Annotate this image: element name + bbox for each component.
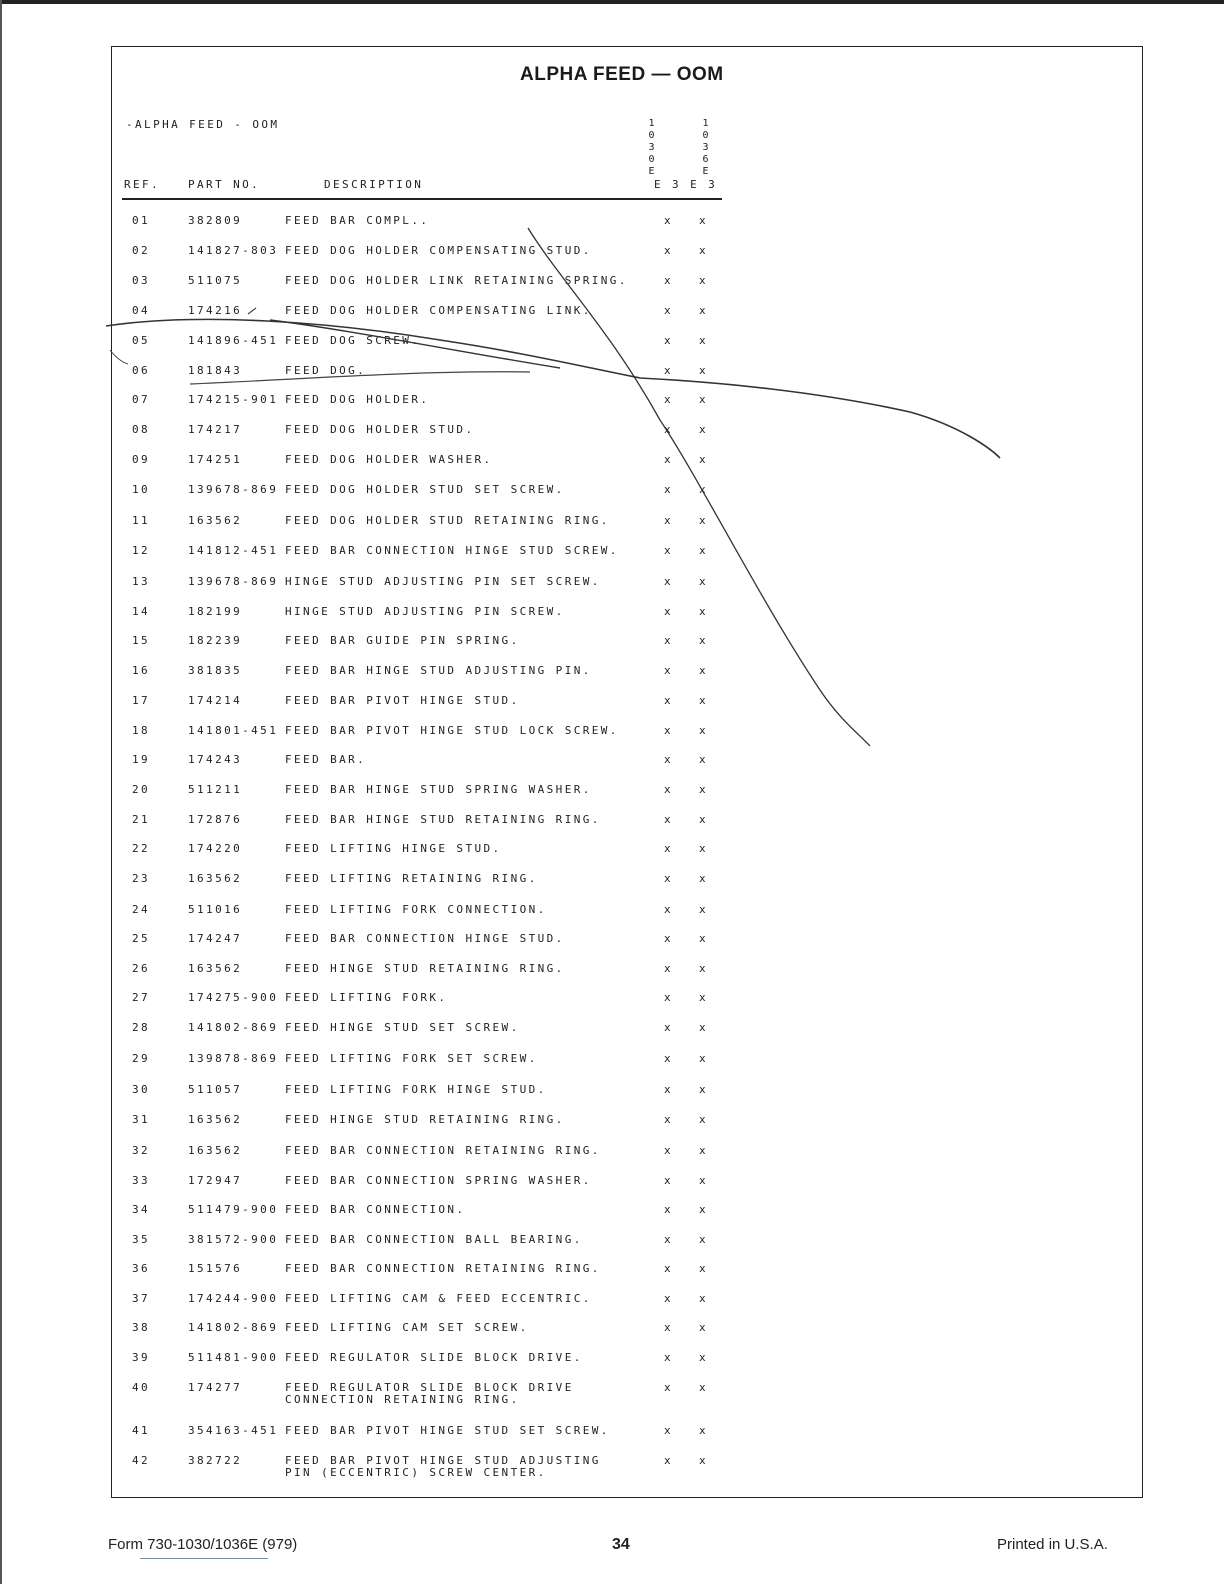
table-row xyxy=(0,724,760,738)
table-row xyxy=(0,605,760,619)
model-1036E-mark: x xyxy=(699,1262,709,1275)
model-column-label: 1036E xyxy=(700,118,711,178)
part-number-cell: 511016 xyxy=(188,903,243,916)
ref-cell: 02 xyxy=(132,244,151,257)
description-cell: HINGE STUD ADJUSTING PIN SET SCREW. xyxy=(285,575,601,588)
description-cell: FEED DOG HOLDER STUD. xyxy=(285,423,475,436)
model-1030E-mark: x xyxy=(664,1321,674,1334)
model-1036E-mark: x xyxy=(699,1381,709,1394)
table-row xyxy=(0,364,760,378)
table-row xyxy=(0,1454,760,1479)
description-cell: FEED REGULATOR SLIDE BLOCK DRIVE. xyxy=(285,1351,583,1364)
ref-cell: 15 xyxy=(132,634,151,647)
table-row xyxy=(0,334,760,348)
ref-cell: 09 xyxy=(132,453,151,466)
ref-cell: 05 xyxy=(132,334,151,347)
description-cell: FEED DOG HOLDER COMPENSATING STUD. xyxy=(285,244,592,257)
table-row xyxy=(0,1233,760,1247)
description-cell: FEED BAR COMPL.. xyxy=(285,214,430,227)
page-number: 34 xyxy=(612,1536,630,1553)
model-1036E-mark: x xyxy=(699,214,709,227)
table-row xyxy=(0,1321,760,1335)
model-1030E-mark: x xyxy=(664,575,674,588)
ref-cell: 30 xyxy=(132,1083,151,1096)
table-row xyxy=(0,1292,760,1306)
model-1030E-mark: x xyxy=(664,813,674,826)
description-cell: FEED REGULATOR SLIDE BLOCK DRIVE xyxy=(285,1381,574,1394)
model-1036E-mark: x xyxy=(699,514,709,527)
description-cell: FEED DOG HOLDER COMPENSATING LINK. xyxy=(285,304,592,317)
table-row xyxy=(0,544,760,558)
part-number-cell: 151576 xyxy=(188,1262,243,1275)
model-1030E-mark: x xyxy=(664,753,674,766)
model-1036E-mark: x xyxy=(699,1351,709,1364)
model-1036E-mark: x xyxy=(699,962,709,975)
ref-cell: 24 xyxy=(132,903,151,916)
header-part-no: PART NO. xyxy=(188,178,261,191)
model-1036E-mark: x xyxy=(699,605,709,618)
part-number-cell: 141802-869 xyxy=(188,1021,279,1034)
model-1036E-mark: x xyxy=(699,364,709,377)
part-number-cell: 139678-869 xyxy=(188,483,279,496)
part-number-cell: 174215-901 xyxy=(188,393,279,406)
model-1030E-mark: x xyxy=(664,1454,674,1467)
model-1036E-mark: x xyxy=(699,903,709,916)
model-1036E-mark: x xyxy=(699,724,709,737)
header-ref: REF. xyxy=(124,178,161,191)
model-1036E-mark: x xyxy=(699,932,709,945)
part-number-cell: 511075 xyxy=(188,274,243,287)
model-1030E-mark: x xyxy=(664,962,674,975)
model-1030E-mark: x xyxy=(664,1174,674,1187)
table-row xyxy=(0,1262,760,1276)
ref-cell: 19 xyxy=(132,753,151,766)
table-row xyxy=(0,1144,760,1158)
description-cell: FEED LIFTING FORK HINGE STUD. xyxy=(285,1083,547,1096)
table-row xyxy=(0,423,760,437)
table-row xyxy=(0,483,760,497)
part-number-cell: 174247 xyxy=(188,932,243,945)
model-1030E-mark: x xyxy=(664,304,674,317)
header-description: DESCRIPTION xyxy=(324,178,424,191)
part-number-cell: 141802-869 xyxy=(188,1321,279,1334)
description-cell: FEED BAR HINGE STUD SPRING WASHER. xyxy=(285,783,592,796)
part-number-cell: 511479-900 xyxy=(188,1203,279,1216)
ref-cell: 10 xyxy=(132,483,151,496)
part-number-cell: 354163-451 xyxy=(188,1424,279,1437)
description-cell: FEED BAR PIVOT HINGE STUD. xyxy=(285,694,520,707)
section-title: -ALPHA FEED - OOM xyxy=(126,118,280,131)
table-row xyxy=(0,244,760,258)
part-number-cell: 141812-451 xyxy=(188,544,279,557)
ref-cell: 42 xyxy=(132,1454,151,1467)
part-number-cell: 174243 xyxy=(188,753,243,766)
description-cell: FEED BAR CONNECTION RETAINING RING. xyxy=(285,1262,601,1275)
model-1036E-mark: x xyxy=(699,783,709,796)
table-row xyxy=(0,991,760,1005)
description-cell: FEED LIFTING RETAINING RING. xyxy=(285,872,538,885)
model-1030E-mark: x xyxy=(664,423,674,436)
model-1036E-mark: x xyxy=(699,423,709,436)
table-row xyxy=(0,903,760,917)
description-cell: FEED LIFTING FORK SET SCREW. xyxy=(285,1052,538,1065)
model-1036E-mark: x xyxy=(699,842,709,855)
ref-cell: 33 xyxy=(132,1174,151,1187)
description-cell: FEED DOG HOLDER. xyxy=(285,393,430,406)
ref-cell: 20 xyxy=(132,783,151,796)
table-row xyxy=(0,1052,760,1066)
model-1036E-mark: x xyxy=(699,453,709,466)
part-number-cell: 181843 xyxy=(188,364,243,377)
description-cell: FEED LIFTING HINGE STUD. xyxy=(285,842,502,855)
table-row xyxy=(0,304,760,318)
description-cell: FEED DOG SCREW. xyxy=(285,334,421,347)
table-row xyxy=(0,514,760,528)
model-1030E-mark: x xyxy=(664,1262,674,1275)
model-1036E-mark: x xyxy=(699,813,709,826)
model-1030E-mark: x xyxy=(664,932,674,945)
model-1036E-mark: x xyxy=(699,1052,709,1065)
table-row xyxy=(0,842,760,856)
ref-cell: 32 xyxy=(132,1144,151,1157)
part-number-cell: 174217 xyxy=(188,423,243,436)
model-1030E-mark: x xyxy=(664,605,674,618)
header-rule xyxy=(122,198,722,200)
table-row xyxy=(0,634,760,648)
model-1030E-mark: x xyxy=(664,1292,674,1305)
description-cell: FEED HINGE STUD SET SCREW. xyxy=(285,1021,520,1034)
part-number-cell: 163562 xyxy=(188,514,243,527)
ref-cell: 12 xyxy=(132,544,151,557)
model-1030E-mark: x xyxy=(664,514,674,527)
ref-cell: 41 xyxy=(132,1424,151,1437)
ref-cell: 01 xyxy=(132,214,151,227)
table-row xyxy=(0,962,760,976)
description-cell: FEED BAR HINGE STUD ADJUSTING PIN. xyxy=(285,664,592,677)
part-number-cell: 511481-900 xyxy=(188,1351,279,1364)
model-1030E-mark: x xyxy=(664,694,674,707)
model-1036E-mark: x xyxy=(699,664,709,677)
description-cell: FEED LIFTING CAM SET SCREW. xyxy=(285,1321,529,1334)
header-models: E 3 E 3 xyxy=(654,178,718,191)
model-1030E-mark: x xyxy=(664,1424,674,1437)
ref-cell: 23 xyxy=(132,872,151,885)
part-number-cell: 141801-451 xyxy=(188,724,279,737)
description-cell: FEED BAR CONNECTION HINGE STUD SCREW. xyxy=(285,544,619,557)
page-title: ALPHA FEED — OOM xyxy=(520,64,724,85)
ref-cell: 04 xyxy=(132,304,151,317)
ref-cell: 08 xyxy=(132,423,151,436)
model-1030E-mark: x xyxy=(664,483,674,496)
model-1036E-mark: x xyxy=(699,634,709,647)
table-row xyxy=(0,813,760,827)
part-number-cell: 139678-869 xyxy=(188,575,279,588)
form-number: Form 730-1030/1036E (979) xyxy=(108,1536,298,1553)
ref-cell: 27 xyxy=(132,991,151,1004)
model-1030E-mark: x xyxy=(664,214,674,227)
model-1036E-mark: x xyxy=(699,1113,709,1126)
model-1030E-mark: x xyxy=(664,664,674,677)
model-1036E-mark: x xyxy=(699,1454,709,1467)
table-row xyxy=(0,783,760,797)
part-number-cell: 163562 xyxy=(188,962,243,975)
part-number-cell: 182199 xyxy=(188,605,243,618)
part-number-cell: 141827-803 xyxy=(188,244,279,257)
model-1030E-mark: x xyxy=(664,1083,674,1096)
model-1030E-mark: x xyxy=(664,393,674,406)
model-1030E-mark: x xyxy=(664,1052,674,1065)
model-1036E-mark: x xyxy=(699,304,709,317)
model-1030E-mark: x xyxy=(664,544,674,557)
ref-cell: 03 xyxy=(132,274,151,287)
ref-cell: 38 xyxy=(132,1321,151,1334)
ref-cell: 29 xyxy=(132,1052,151,1065)
description-cell-continued: PIN (ECCENTRIC) SCREW CENTER. xyxy=(285,1466,547,1479)
table-row xyxy=(0,1113,760,1127)
ref-cell: 17 xyxy=(132,694,151,707)
model-1036E-mark: x xyxy=(699,483,709,496)
ref-cell: 40 xyxy=(132,1381,151,1394)
model-1030E-mark: x xyxy=(664,1233,674,1246)
model-1036E-mark: x xyxy=(699,1021,709,1034)
description-cell: FEED BAR PIVOT HINGE STUD LOCK SCREW. xyxy=(285,724,619,737)
table-row xyxy=(0,1021,760,1035)
table-row xyxy=(0,1174,760,1188)
model-1030E-mark: x xyxy=(664,364,674,377)
model-column-1036E xyxy=(698,118,712,178)
model-1036E-mark: x xyxy=(699,1233,709,1246)
description-cell: FEED BAR PIVOT HINGE STUD ADJUSTING xyxy=(285,1454,601,1467)
model-1030E-mark: x xyxy=(664,1113,674,1126)
model-1036E-mark: x xyxy=(699,694,709,707)
printed-in: Printed in U.S.A. xyxy=(997,1536,1108,1553)
description-cell: FEED BAR CONNECTION. xyxy=(285,1203,466,1216)
model-1030E-mark: x xyxy=(664,1144,674,1157)
model-column-label: 1030E xyxy=(646,118,657,178)
description-cell: FEED DOG HOLDER WASHER. xyxy=(285,453,493,466)
ref-cell: 28 xyxy=(132,1021,151,1034)
model-1036E-mark: x xyxy=(699,1203,709,1216)
model-1030E-mark: x xyxy=(664,453,674,466)
ref-cell: 25 xyxy=(132,932,151,945)
table-row xyxy=(0,453,760,467)
table-row xyxy=(0,1351,760,1365)
model-1036E-mark: x xyxy=(699,244,709,257)
model-1036E-mark: x xyxy=(699,274,709,287)
table-row xyxy=(0,694,760,708)
description-cell: FEED BAR CONNECTION RETAINING RING. xyxy=(285,1144,601,1157)
ref-cell: 07 xyxy=(132,393,151,406)
table-row xyxy=(0,274,760,288)
ref-cell: 11 xyxy=(132,514,151,527)
part-number-cell: 382809 xyxy=(188,214,243,227)
part-number-cell: 511211 xyxy=(188,783,243,796)
description-cell: FEED BAR CONNECTION BALL BEARING. xyxy=(285,1233,583,1246)
part-number-cell: 163562 xyxy=(188,1113,243,1126)
part-number-cell: 381572-900 xyxy=(188,1233,279,1246)
ref-cell: 13 xyxy=(132,575,151,588)
model-1036E-mark: x xyxy=(699,1321,709,1334)
part-number-cell: 174251 xyxy=(188,453,243,466)
ref-cell: 22 xyxy=(132,842,151,855)
model-1030E-mark: x xyxy=(664,1381,674,1394)
model-1036E-mark: x xyxy=(699,1144,709,1157)
table-row xyxy=(0,393,760,407)
model-1036E-mark: x xyxy=(699,544,709,557)
table-row xyxy=(0,1203,760,1217)
ref-cell: 21 xyxy=(132,813,151,826)
description-cell: FEED BAR HINGE STUD RETAINING RING. xyxy=(285,813,601,826)
model-1030E-mark: x xyxy=(664,1351,674,1364)
description-cell: FEED HINGE STUD RETAINING RING. xyxy=(285,962,565,975)
model-1036E-mark: x xyxy=(699,991,709,1004)
ref-cell: 37 xyxy=(132,1292,151,1305)
description-cell: FEED BAR CONNECTION SPRING WASHER. xyxy=(285,1174,592,1187)
part-number-cell: 182239 xyxy=(188,634,243,647)
model-1030E-mark: x xyxy=(664,244,674,257)
part-number-cell: 139878-869 xyxy=(188,1052,279,1065)
description-cell-continued: CONNECTION RETAINING RING. xyxy=(285,1393,520,1406)
description-cell: FEED BAR CONNECTION HINGE STUD. xyxy=(285,932,565,945)
model-1036E-mark: x xyxy=(699,393,709,406)
model-1036E-mark: x xyxy=(699,575,709,588)
part-number-cell: 382722 xyxy=(188,1454,243,1467)
model-1036E-mark: x xyxy=(699,1174,709,1187)
table-row xyxy=(0,753,760,767)
description-cell: FEED DOG HOLDER STUD SET SCREW. xyxy=(285,483,565,496)
ref-cell: 26 xyxy=(132,962,151,975)
part-number-cell: 172947 xyxy=(188,1174,243,1187)
part-number-cell: 174244-900 xyxy=(188,1292,279,1305)
description-cell: FEED DOG HOLDER LINK RETAINING SPRING. xyxy=(285,274,628,287)
ref-cell: 34 xyxy=(132,1203,151,1216)
table-row xyxy=(0,1381,760,1406)
part-number-cell: 174277 xyxy=(188,1381,243,1394)
part-number-cell: 163562 xyxy=(188,872,243,885)
model-1030E-mark: x xyxy=(664,274,674,287)
ref-cell: 06 xyxy=(132,364,151,377)
model-1036E-mark: x xyxy=(699,1424,709,1437)
model-1030E-mark: x xyxy=(664,842,674,855)
part-number-cell: 511057 xyxy=(188,1083,243,1096)
table-row xyxy=(0,575,760,589)
table-row xyxy=(0,932,760,946)
table-row xyxy=(0,664,760,678)
model-column-1030E xyxy=(644,118,658,178)
model-1036E-mark: x xyxy=(699,1292,709,1305)
description-cell: FEED BAR. xyxy=(285,753,367,766)
ref-cell: 16 xyxy=(132,664,151,677)
description-cell: FEED DOG. xyxy=(285,364,367,377)
part-number-cell: 174275-900 xyxy=(188,991,279,1004)
part-number-cell: 163562 xyxy=(188,1144,243,1157)
description-cell: HINGE STUD ADJUSTING PIN SCREW. xyxy=(285,605,565,618)
part-number-cell: 381835 xyxy=(188,664,243,677)
model-1030E-mark: x xyxy=(664,724,674,737)
model-1030E-mark: x xyxy=(664,991,674,1004)
table-row xyxy=(0,214,760,228)
model-1036E-mark: x xyxy=(699,753,709,766)
part-number-cell: 172876 xyxy=(188,813,243,826)
table-row xyxy=(0,1083,760,1097)
ref-cell: 39 xyxy=(132,1351,151,1364)
model-1036E-mark: x xyxy=(699,1083,709,1096)
part-number-cell: 174220 xyxy=(188,842,243,855)
description-cell: FEED BAR PIVOT HINGE STUD SET SCREW. xyxy=(285,1424,610,1437)
part-number-cell: 174216 xyxy=(188,304,243,317)
model-1036E-mark: x xyxy=(699,334,709,347)
ref-cell: 14 xyxy=(132,605,151,618)
part-number-cell: 141896-451 xyxy=(188,334,279,347)
model-1030E-mark: x xyxy=(664,872,674,885)
description-cell: FEED DOG HOLDER STUD RETAINING RING. xyxy=(285,514,610,527)
description-cell: FEED BAR GUIDE PIN SPRING. xyxy=(285,634,520,647)
model-1036E-mark: x xyxy=(699,872,709,885)
model-1030E-mark: x xyxy=(664,334,674,347)
table-row xyxy=(0,872,760,886)
description-cell: FEED LIFTING FORK CONNECTION. xyxy=(285,903,547,916)
scan-top-edge xyxy=(0,0,1224,4)
ref-cell: 18 xyxy=(132,724,151,737)
description-cell: FEED HINGE STUD RETAINING RING. xyxy=(285,1113,565,1126)
model-1030E-mark: x xyxy=(664,1203,674,1216)
parts-list-frame xyxy=(111,46,1143,1498)
model-1030E-mark: x xyxy=(664,903,674,916)
model-1030E-mark: x xyxy=(664,634,674,647)
model-1030E-mark: x xyxy=(664,783,674,796)
table-row xyxy=(0,1424,760,1438)
ref-cell: 31 xyxy=(132,1113,151,1126)
model-1030E-mark: x xyxy=(664,1021,674,1034)
description-cell: FEED LIFTING CAM & FEED ECCENTRIC. xyxy=(285,1292,592,1305)
description-cell: FEED LIFTING FORK. xyxy=(285,991,448,1004)
part-number-cell: 174214 xyxy=(188,694,243,707)
ref-cell: 35 xyxy=(132,1233,151,1246)
form-number-underline xyxy=(140,1558,268,1559)
ref-cell: 36 xyxy=(132,1262,151,1275)
